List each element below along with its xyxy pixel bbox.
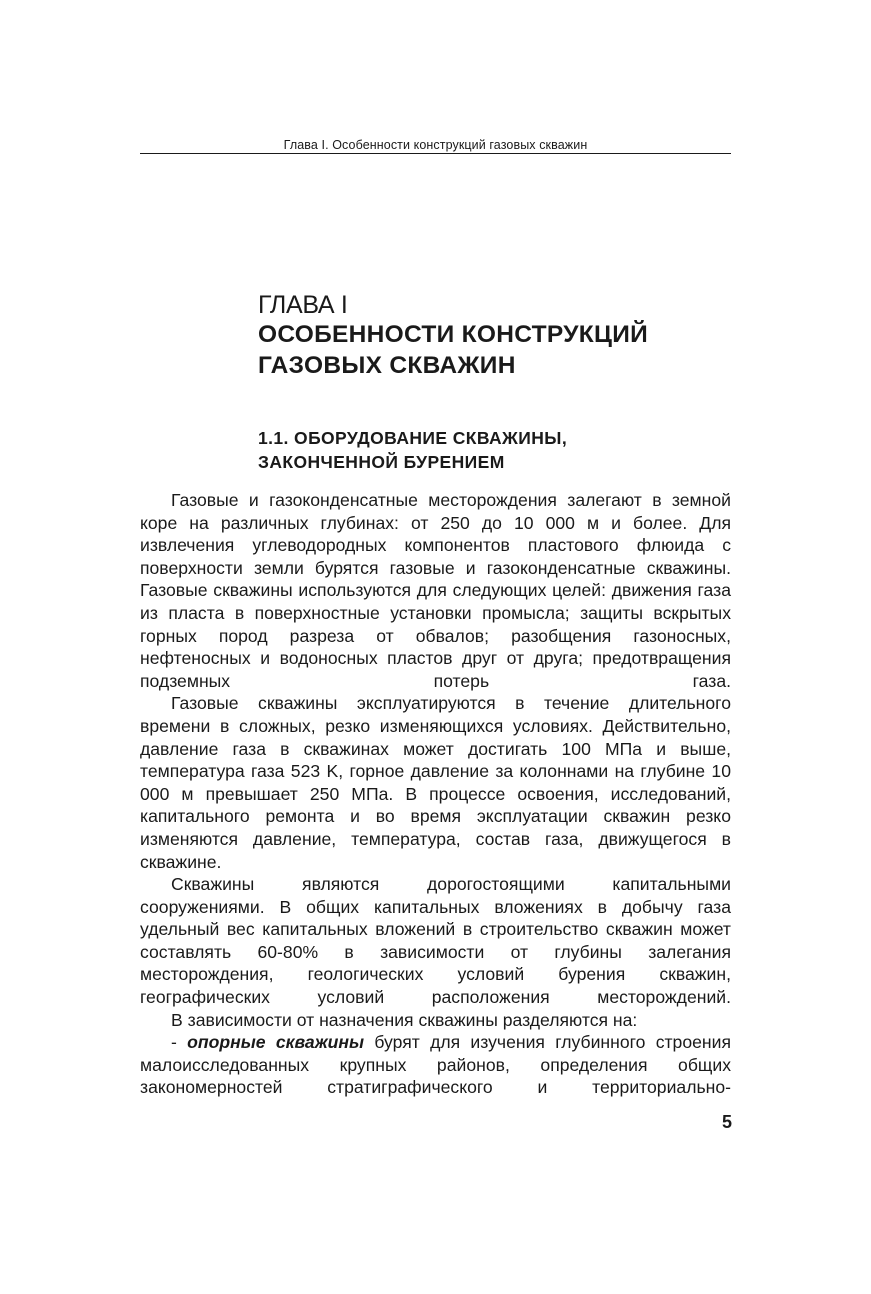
chapter-title [258, 319, 728, 381]
chapter-title-line-2: ГАЗОВЫХ СКВАЖИН [258, 352, 516, 379]
paragraph-1: Газовые и газоконденсатные месторождения залегают в земной коре на различных глубинах: от 250 до 10 000 м и более. Для извлечения углеводородных компонентов пластового флюида с поверхности земли бурятся газовые и газоконденсатные скважины. Газовые скважины используются для следующих целей: движения газа из пласта в поверхностные установки промысла; защиты вскрытых горных пород разреза от обвалов; разобщения газоносных, нефтеносных и водоносных пластов друг от друга; предотвращения подземных потерь газа. [140, 490, 731, 691]
section-title [258, 426, 728, 474]
section-title-line-2: ЗАКОНЧЕННОЙ БУРЕНИЕМ [258, 452, 505, 472]
running-head: Глава I. Особенности конструкций газовых скважин [283, 138, 588, 152]
chapter-label: ГЛАВА I [258, 291, 348, 319]
chapter-title-line-1: ОСОБЕННОСТИ КОНСТРУКЦИЙ [258, 321, 649, 348]
page-number: 5 [721, 1112, 732, 1132]
body-text [140, 489, 731, 1099]
paragraph-3: Скважины являются дорогостоящими капитальными сооружениями. В общих капитальных вложениях в добычу газа удельный вес капитальных вложений в строительство скважин может составлять 60-80% в зависимости от глубины залегания месторождения, геологических условий бурения скважин, географических условий расположения месторождений. [140, 874, 731, 1008]
header-rule [140, 153, 731, 154]
list-item-reference-wells [140, 1031, 731, 1099]
list-item-text: бурят для изучения глубинного строения малоисследованных крупных районов, определения общих закономерностей стратиграфического и территориально- [140, 1032, 731, 1098]
paragraph-4: В зависимости от назначения скважины разделяются на: [171, 1009, 638, 1030]
section-title-line-1: 1.1. ОБОРУДОВАНИЕ СКВАЖИНЫ, [258, 428, 568, 448]
list-item-term: опорные скважины [187, 1032, 365, 1053]
paragraph-2: Газовые скважины эксплуатируются в течение длительного времени в сложных, резко изменяющихся условиях. Действительно, давление газа в скважинах может достигать 100 МПа и выше, температура газа 523 K, горное давление за колоннами на глубине 10 000 м превышает 250 МПа. В процессе освоения, исследований, капитального ремонта и во время эксплуатации скважин резко изменяются давление, температура, состав газа, движущегося в скважине. [140, 693, 731, 872]
list-item-prefix: - [171, 1032, 188, 1053]
